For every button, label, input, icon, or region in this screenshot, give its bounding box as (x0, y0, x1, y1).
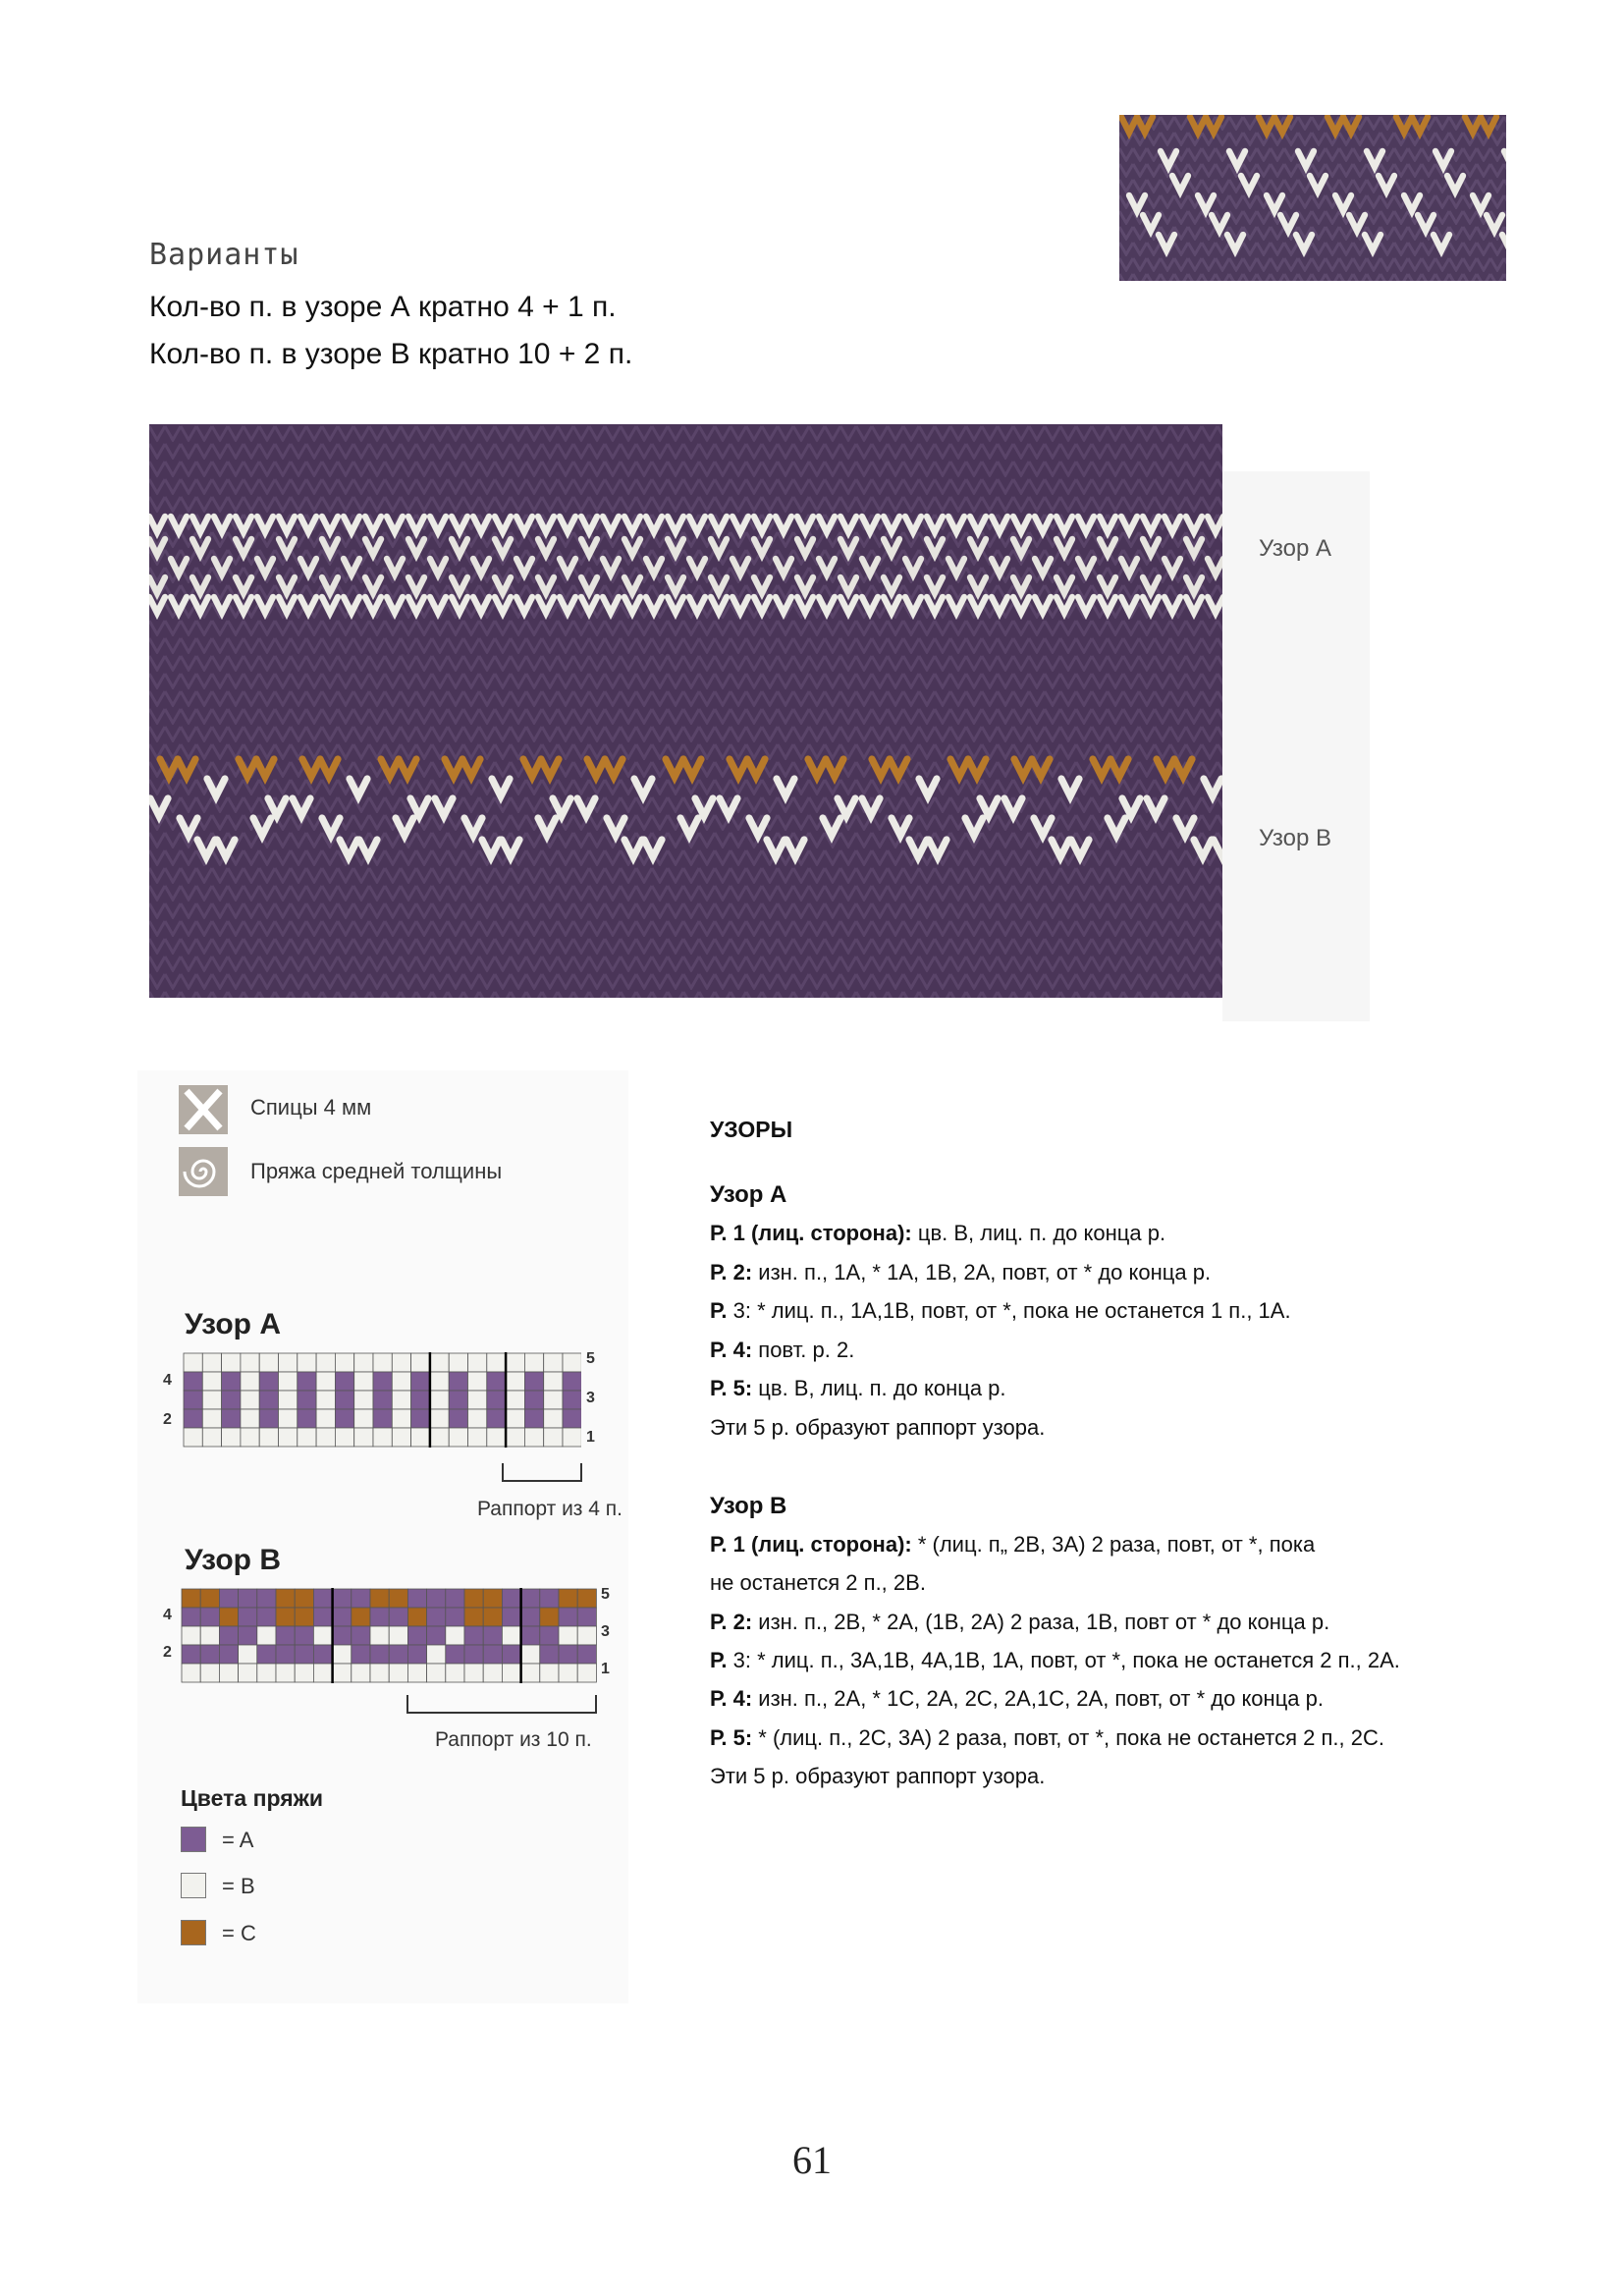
chart-a-cell (241, 1409, 259, 1428)
chart-a-title: Узор А (185, 1308, 281, 1340)
chart-b-cell (559, 1589, 577, 1608)
chart-b-cell (239, 1645, 257, 1664)
chart-b-cell (313, 1608, 332, 1626)
chart-b-cell (352, 1664, 370, 1682)
knit-sample-photo (149, 424, 1222, 998)
chart-b-cell (182, 1589, 200, 1608)
chart-a-cell (279, 1372, 298, 1391)
chart-a-cell (392, 1391, 410, 1409)
chart-b-cell (577, 1608, 596, 1626)
chart-b-cell (407, 1645, 426, 1664)
chart-a-cell (468, 1391, 487, 1409)
stitch-count-a: Кол-во п. в узоре А кратно 4 + 1 п. (149, 291, 617, 323)
chart-b-cell (239, 1608, 257, 1626)
chart-a-cell (222, 1353, 241, 1372)
chart-b-cell (352, 1589, 370, 1608)
chart-a-cell (468, 1409, 487, 1428)
chart-a-cell (222, 1409, 241, 1428)
chart-b-cell (577, 1589, 596, 1608)
chart-a-cell (241, 1428, 259, 1447)
chart-b-cell (200, 1645, 219, 1664)
chart-a-cell (563, 1353, 581, 1372)
chart-b-cell (521, 1626, 540, 1645)
chart-b-cell (446, 1664, 464, 1682)
chart-b-cell (521, 1645, 540, 1664)
chart-b-cell (295, 1645, 313, 1664)
chart-a-cell (373, 1391, 392, 1409)
legend-label-b: = B (222, 1874, 255, 1898)
chart-a-cell (430, 1391, 449, 1409)
chart-a-cell (259, 1391, 278, 1409)
chart-a-cell (335, 1391, 353, 1409)
chart-b-cell (389, 1626, 407, 1645)
chart-a-cell (184, 1409, 202, 1428)
chart-a-cell (449, 1353, 467, 1372)
chart-b-cell (352, 1626, 370, 1645)
pattern-b-row: не останется 2 п., 2В. (710, 1570, 926, 1596)
chart-b-cell (407, 1608, 426, 1626)
chart-b-cell (577, 1664, 596, 1682)
chart-b-cell (370, 1645, 389, 1664)
chart-a-cell (259, 1409, 278, 1428)
photo-label-a: Узор А (1259, 535, 1332, 562)
chart-b-cell (389, 1589, 407, 1608)
chart-b-cell (313, 1664, 332, 1682)
chart-b-cell (540, 1664, 559, 1682)
pattern-a-row: Р. 3: * лиц. п., 1А,1В, повт, от *, пока не останется 1 п., 1А. (710, 1298, 1291, 1323)
chart-a-cell (184, 1391, 202, 1409)
chart-a-cell (335, 1353, 353, 1372)
chart-a-cell (354, 1428, 373, 1447)
chart-b-cell (276, 1589, 295, 1608)
chart-b-cell (427, 1626, 446, 1645)
chart-b-cell (427, 1645, 446, 1664)
chart-a-cell (563, 1372, 581, 1391)
chart-b-cell (502, 1589, 520, 1608)
chart-b-cell (313, 1626, 332, 1645)
chart-b-cell (502, 1608, 520, 1626)
chart-b-cell (276, 1608, 295, 1626)
chart-a-cell (411, 1428, 430, 1447)
legend-swatch-c (181, 1920, 206, 1945)
pattern-b-row: Р. 3: * лиц. п., 3А,1В, 4А,1В, 1А, повт, от *, пока не останется 2 п., 2А. (710, 1647, 1400, 1672)
chart-a-cell (392, 1409, 410, 1428)
chart-b-cell (483, 1664, 502, 1682)
chart-b-cell (446, 1645, 464, 1664)
chart-a-cell (392, 1372, 410, 1391)
page-number: 61 (792, 2138, 832, 2182)
chart-a-cell (544, 1391, 563, 1409)
chart-a-cell (279, 1353, 298, 1372)
chart-b-cell (219, 1608, 238, 1626)
chart-a-left-num: 4 (163, 1372, 172, 1389)
chart-b-cell (239, 1626, 257, 1645)
chart-a-cell (524, 1353, 543, 1372)
chart-b-cell (540, 1589, 559, 1608)
chart-b-cell (502, 1645, 520, 1664)
pattern-b-row: Эти 5 р. образуют раппорт узора. (710, 1763, 1046, 1788)
chart-b-cell (407, 1664, 426, 1682)
chart-a-cell (241, 1353, 259, 1372)
chart-b-left-num: 2 (163, 1644, 172, 1661)
chart-a-cell (430, 1409, 449, 1428)
pattern-a-title: Узор А (710, 1181, 787, 1208)
chart-a-cell (202, 1372, 221, 1391)
chart-a-cell (487, 1353, 506, 1372)
chart-b-cell (239, 1589, 257, 1608)
chart-a-cell (544, 1353, 563, 1372)
yarn-icon (179, 1147, 228, 1196)
chart-b-cell (333, 1589, 352, 1608)
chart-b-cell (370, 1608, 389, 1626)
chart-a-cell (184, 1372, 202, 1391)
chart-a-cell (524, 1428, 543, 1447)
chart-b-cell (407, 1626, 426, 1645)
chart-b-cell (540, 1608, 559, 1626)
chart-a-cell (298, 1353, 316, 1372)
chart-a-cell (222, 1391, 241, 1409)
chart-b-cell (200, 1626, 219, 1645)
chart-a-cell (487, 1372, 506, 1391)
chart-b-cell (276, 1664, 295, 1682)
chart-a-cell (222, 1372, 241, 1391)
chart-a-cell (411, 1409, 430, 1428)
chart-b-cell (200, 1608, 219, 1626)
legend-label-a: = A (222, 1828, 254, 1852)
chart-a-cell (259, 1353, 278, 1372)
chart-b-cell (295, 1626, 313, 1645)
chart-b-cell (427, 1589, 446, 1608)
photo-label-b: Узор В (1259, 825, 1332, 851)
chart-b-cell (521, 1664, 540, 1682)
chart-a-cell (316, 1428, 335, 1447)
chart-a-cell (335, 1428, 353, 1447)
chart-a-cell (259, 1372, 278, 1391)
chart-a-cell (202, 1428, 221, 1447)
legend-label-c: = C (222, 1921, 256, 1945)
chart-b-cell (276, 1645, 295, 1664)
chart-b-cell (295, 1589, 313, 1608)
chart-b-cell (464, 1664, 483, 1682)
chart-b-cell (257, 1664, 276, 1682)
chart-a-cell (373, 1372, 392, 1391)
chart-a-cell (298, 1372, 316, 1391)
chart-a-cell (202, 1409, 221, 1428)
chart-b-cell (483, 1626, 502, 1645)
chart-b-cell (313, 1645, 332, 1664)
chart-a-right-num: 3 (586, 1390, 595, 1406)
chart-b-cell (333, 1626, 352, 1645)
chart-b-cell (389, 1664, 407, 1682)
chart-a-cell (354, 1353, 373, 1372)
chart-b-cell (483, 1645, 502, 1664)
chart-a-grid (183, 1352, 581, 1450)
legend-title: Цвета пряжи (181, 1785, 324, 1811)
chart-b-right-num: 1 (601, 1661, 610, 1677)
chart-a-cell (354, 1391, 373, 1409)
chart-b-cell (219, 1664, 238, 1682)
chart-a-repeat-label: Раппорт из 4 п. (477, 1498, 623, 1520)
chart-a-cell (316, 1409, 335, 1428)
chart-a-cell (449, 1409, 467, 1428)
chart-a-cell (373, 1353, 392, 1372)
chart-a-repeat-bracket (501, 1463, 583, 1487)
chart-b-cell (370, 1626, 389, 1645)
chart-a-cell (373, 1428, 392, 1447)
chart-b-cell (200, 1664, 219, 1682)
chart-a-cell (392, 1428, 410, 1447)
chart-b-cell (182, 1645, 200, 1664)
chart-a-cell (222, 1428, 241, 1447)
chart-b-cell (577, 1626, 596, 1645)
chart-b-cell (559, 1664, 577, 1682)
chart-a-cell (506, 1372, 524, 1391)
chart-b-cell (219, 1645, 238, 1664)
chart-b-cell (559, 1645, 577, 1664)
chart-a-cell (487, 1391, 506, 1409)
chart-a-cell (298, 1428, 316, 1447)
chart-b-cell (389, 1608, 407, 1626)
chart-b-cell (352, 1645, 370, 1664)
chart-a-cell (259, 1428, 278, 1447)
chart-a-cell (468, 1353, 487, 1372)
chart-a-cell (316, 1372, 335, 1391)
chart-a-cell (411, 1372, 430, 1391)
pattern-a-row: Р. 1 (лиц. сторона): цв. В, лиц. п. до конца р. (710, 1221, 1166, 1245)
chart-b-cell (182, 1608, 200, 1626)
chart-b-left-num: 4 (163, 1607, 172, 1623)
chart-a-cell (298, 1391, 316, 1409)
chart-a-cell (354, 1409, 373, 1428)
chart-a-cell (487, 1428, 506, 1447)
chart-a-cell (202, 1353, 221, 1372)
chart-a-cell (563, 1409, 581, 1428)
chart-b-grid (181, 1588, 597, 1686)
chart-a-cell (544, 1372, 563, 1391)
chart-a-cell (506, 1409, 524, 1428)
chart-a-cell (430, 1372, 449, 1391)
pattern-a-row: Р. 4: повт. р. 2. (710, 1337, 855, 1362)
chart-a-right-num: 1 (586, 1429, 595, 1446)
pattern-b-row: Р. 5: * (лиц. п., 2С, 3А) 2 раза, повт, от *, пока не останется 2 п., 2С. (710, 1724, 1384, 1750)
chart-a-cell (392, 1353, 410, 1372)
chart-a-cell (279, 1428, 298, 1447)
chart-a-cell (487, 1409, 506, 1428)
yarn-label: Пряжа средней толщины (250, 1159, 503, 1183)
chart-b-cell (295, 1664, 313, 1682)
chart-b-cell (257, 1608, 276, 1626)
chart-a-cell (430, 1428, 449, 1447)
chart-b-repeat-label: Раппорт из 10 п. (435, 1728, 592, 1751)
chart-b-cell (540, 1645, 559, 1664)
chart-b-cell (219, 1626, 238, 1645)
patterns-heading: УЗОРЫ (710, 1117, 793, 1142)
chart-a-cell (298, 1409, 316, 1428)
chart-a-cell (506, 1353, 524, 1372)
chart-b-cell (239, 1664, 257, 1682)
chart-b-cell (540, 1626, 559, 1645)
chart-a-cell (373, 1409, 392, 1428)
chart-b-cell (257, 1589, 276, 1608)
swatch-photo (1119, 115, 1506, 281)
pattern-b-row: Р. 4: изн. п., 2А, * 1С, 2А, 2С, 2А,1С, 2А, повт, от * до конца р. (710, 1686, 1324, 1712)
chart-a-cell (506, 1391, 524, 1409)
chart-b-cell (521, 1608, 540, 1626)
chart-b-cell (483, 1608, 502, 1626)
chart-b-cell (446, 1608, 464, 1626)
chart-b-cell (483, 1589, 502, 1608)
stitch-count-b: Кол-во п. в узоре В кратно 10 + 2 п. (149, 338, 633, 370)
chart-a-cell (563, 1428, 581, 1447)
chart-b-cell (502, 1626, 520, 1645)
chart-a-cell (335, 1372, 353, 1391)
chart-b-cell (407, 1589, 426, 1608)
chart-b-cell (427, 1608, 446, 1626)
chart-a-cell (563, 1391, 581, 1409)
pattern-b-row: Р. 2: изн. п., 2В, * 2А, (1В, 2А) 2 раза, 1В, повт от * до конца р. (710, 1609, 1330, 1634)
chart-a-right-num: 5 (586, 1350, 595, 1367)
chart-a-cell (354, 1372, 373, 1391)
chart-a-cell (202, 1391, 221, 1409)
pattern-a-row: Эти 5 р. образуют раппорт узора. (710, 1414, 1046, 1440)
chart-b-cell (370, 1664, 389, 1682)
chart-b-cell (313, 1589, 332, 1608)
chart-a-cell (316, 1353, 335, 1372)
chart-a-cell (449, 1428, 467, 1447)
chart-a-cell (335, 1409, 353, 1428)
chart-a-cell (316, 1391, 335, 1409)
chart-a-cell (430, 1353, 449, 1372)
chart-b-cell (559, 1608, 577, 1626)
chart-a-cell (411, 1391, 430, 1409)
chart-b-right-num: 5 (601, 1586, 610, 1603)
chart-b-cell (427, 1664, 446, 1682)
chart-b-cell (200, 1589, 219, 1608)
chart-b-cell (559, 1626, 577, 1645)
chart-b-cell (352, 1608, 370, 1626)
pattern-b-title: Узор В (710, 1493, 787, 1519)
chart-a-left-num: 2 (163, 1411, 172, 1428)
chart-b-cell (521, 1589, 540, 1608)
variants-title: Варианты (149, 238, 299, 272)
chart-b-cell (333, 1664, 352, 1682)
chart-a-cell (184, 1428, 202, 1447)
pattern-b-row: Р. 1 (лиц. сторона): * (лиц. п„ 2В, 3А) 2 раза, повт, от *, пока (710, 1532, 1316, 1557)
chart-a-cell (279, 1409, 298, 1428)
chart-a-cell (449, 1372, 467, 1391)
chart-b-cell (446, 1626, 464, 1645)
chart-a-cell (449, 1391, 467, 1409)
chart-b-cell (257, 1626, 276, 1645)
chart-b-cell (182, 1626, 200, 1645)
chart-a-cell (544, 1409, 563, 1428)
chart-a-cell (468, 1372, 487, 1391)
legend-swatch-a (181, 1827, 206, 1852)
chart-b-cell (257, 1645, 276, 1664)
pattern-a-row: Р. 2: изн. п., 1А, * 1А, 1В, 2А, повт, от * до конца р. (710, 1259, 1212, 1285)
chart-a-cell (524, 1372, 543, 1391)
chart-b-cell (370, 1589, 389, 1608)
needles-label: Спицы 4 мм (250, 1095, 372, 1120)
needles-icon (179, 1085, 228, 1134)
chart-b-title: Узор В (185, 1544, 281, 1576)
chart-a-cell (544, 1428, 563, 1447)
chart-a-cell (506, 1428, 524, 1447)
chart-b-cell (464, 1645, 483, 1664)
chart-a-cell (524, 1409, 543, 1428)
chart-b-cell (446, 1589, 464, 1608)
chart-b-cell (333, 1608, 352, 1626)
chart-b-cell (182, 1664, 200, 1682)
legend-swatch-b (181, 1873, 206, 1898)
chart-a-cell (241, 1372, 259, 1391)
chart-b-repeat-bracket (406, 1695, 598, 1719)
chart-a-cell (468, 1428, 487, 1447)
chart-b-right-num: 3 (601, 1623, 610, 1640)
chart-b-cell (389, 1645, 407, 1664)
chart-a-cell (411, 1353, 430, 1372)
chart-b-cell (276, 1626, 295, 1645)
chart-b-cell (464, 1589, 483, 1608)
chart-a-cell (241, 1391, 259, 1409)
chart-b-cell (502, 1664, 520, 1682)
chart-b-cell (295, 1608, 313, 1626)
chart-b-cell (577, 1645, 596, 1664)
chart-a-cell (184, 1353, 202, 1372)
chart-b-cell (333, 1645, 352, 1664)
chart-a-cell (524, 1391, 543, 1409)
chart-b-cell (464, 1608, 483, 1626)
chart-panel (137, 1070, 628, 2003)
pattern-a-row: Р. 5: цв. В, лиц. п. до конца р. (710, 1376, 1006, 1400)
chart-a-cell (279, 1391, 298, 1409)
chart-b-cell (464, 1626, 483, 1645)
chart-b-cell (219, 1589, 238, 1608)
